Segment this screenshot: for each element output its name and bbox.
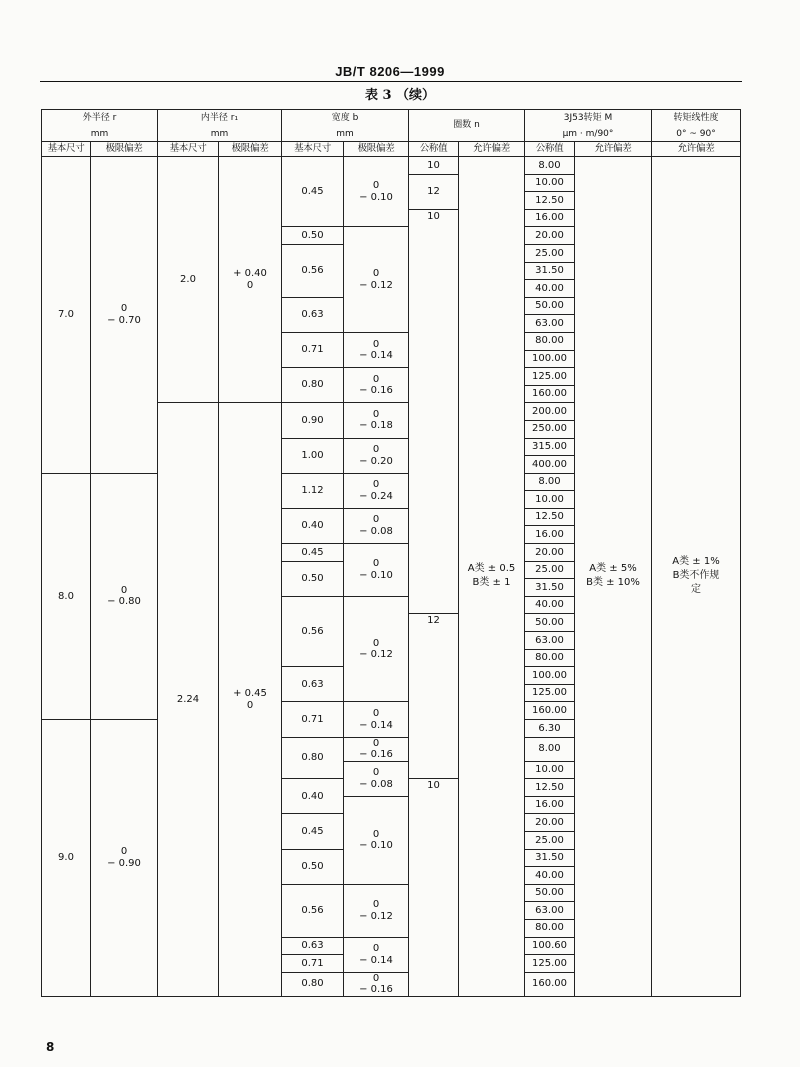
turns-nominal: 12 bbox=[409, 614, 459, 779]
torque-value: 40.00 bbox=[525, 596, 575, 614]
width-size: 0.80 bbox=[282, 972, 344, 996]
width-size: 1.00 bbox=[282, 438, 344, 473]
torque-value: 16.00 bbox=[525, 209, 575, 227]
subheader-allowed-dev: 允许偏差 bbox=[575, 142, 652, 157]
torque-value: 63.00 bbox=[525, 315, 575, 333]
torque-tolerance: A类 ± 5% B类 ± 10% bbox=[575, 157, 652, 997]
width-dev: 0 − 0.18 bbox=[344, 403, 409, 438]
table-caption: 表 3 （续） bbox=[364, 88, 436, 103]
width-dev: 0 − 0.08 bbox=[344, 508, 409, 543]
linearity-range: 0° ~ 90° bbox=[652, 127, 741, 142]
outer-size: 7.0 bbox=[42, 157, 91, 474]
turns-header: 圈数 n bbox=[409, 110, 525, 142]
width-size: 0.71 bbox=[282, 955, 344, 973]
width-size: 0.45 bbox=[282, 814, 344, 849]
outer-dev: 0 − 0.80 bbox=[91, 473, 158, 719]
torque-value: 400.00 bbox=[525, 456, 575, 474]
width-size: 0.63 bbox=[282, 297, 344, 332]
subheader-nominal: 公称值 bbox=[525, 142, 575, 157]
torque-value: 100.00 bbox=[525, 667, 575, 685]
inner-radius-unit: mm bbox=[158, 127, 282, 142]
width-dev: 0 − 0.12 bbox=[344, 596, 409, 702]
torque-unit: μm · m/90° bbox=[525, 127, 652, 142]
torque-value: 40.00 bbox=[525, 867, 575, 885]
torque-value: 160.00 bbox=[525, 385, 575, 403]
torque-value: 50.00 bbox=[525, 614, 575, 632]
turns-nominal: 12 bbox=[409, 174, 459, 209]
inner-dev: + 0.40 0 bbox=[219, 157, 282, 403]
outer-radius-header: 外半径 r bbox=[42, 110, 158, 127]
subheader-basic-size: 基本尺寸 bbox=[282, 142, 344, 157]
subheader-basic-size: 基本尺寸 bbox=[42, 142, 91, 157]
inner-size: 2.24 bbox=[158, 403, 219, 996]
spring-spec-table bbox=[41, 109, 741, 997]
width-dev: 0 − 0.16 bbox=[344, 737, 409, 761]
subheader-basic-size: 基本尺寸 bbox=[158, 142, 219, 157]
width-dev: 0 − 0.16 bbox=[344, 972, 409, 996]
torque-value: 25.00 bbox=[525, 831, 575, 849]
inner-radius-header: 内半径 r₁ bbox=[158, 110, 282, 127]
torque-value: 80.00 bbox=[525, 919, 575, 937]
width-header: 宽度 b bbox=[282, 110, 409, 127]
linearity-header: 转矩线性度 bbox=[652, 110, 741, 127]
torque-value: 63.00 bbox=[525, 902, 575, 920]
subheader-allowed-dev: 允许偏差 bbox=[652, 142, 741, 157]
torque-value: 20.00 bbox=[525, 814, 575, 832]
width-size: 0.63 bbox=[282, 667, 344, 702]
width-size: 0.71 bbox=[282, 702, 344, 737]
turns-nominal: 10 bbox=[409, 209, 459, 614]
width-size: 0.80 bbox=[282, 368, 344, 403]
width-size: 0.50 bbox=[282, 227, 344, 245]
width-size: 0.90 bbox=[282, 403, 344, 438]
torque-value: 125.00 bbox=[525, 368, 575, 386]
torque-value: 200.00 bbox=[525, 403, 575, 421]
torque-value: 31.50 bbox=[525, 262, 575, 280]
width-size: 0.56 bbox=[282, 244, 344, 297]
width-size: 0.50 bbox=[282, 561, 344, 596]
turns-tolerance: A类 ± 0.5 B类 ± 1 bbox=[459, 157, 525, 997]
width-size: 0.80 bbox=[282, 737, 344, 779]
inner-dev: + 0.45 0 bbox=[219, 403, 282, 996]
torque-value: 125.00 bbox=[525, 684, 575, 702]
width-dev: 0 − 0.12 bbox=[344, 227, 409, 333]
torque-value: 160.00 bbox=[525, 702, 575, 720]
width-dev: 0 − 0.10 bbox=[344, 544, 409, 597]
torque-value: 40.00 bbox=[525, 280, 575, 298]
width-size: 1.12 bbox=[282, 473, 344, 508]
inner-size: 2.0 bbox=[158, 157, 219, 403]
torque-value: 12.50 bbox=[525, 192, 575, 210]
outer-size: 8.0 bbox=[42, 473, 91, 719]
width-dev: 0 − 0.16 bbox=[344, 368, 409, 403]
width-size: 0.71 bbox=[282, 332, 344, 367]
torque-value: 20.00 bbox=[525, 227, 575, 245]
header-rule bbox=[40, 81, 742, 82]
turns-nominal: 10 bbox=[409, 779, 459, 997]
width-size: 0.56 bbox=[282, 596, 344, 666]
torque-value: 10.00 bbox=[525, 491, 575, 509]
width-size: 0.40 bbox=[282, 508, 344, 543]
torque-value: 250.00 bbox=[525, 420, 575, 438]
torque-value: 12.50 bbox=[525, 779, 575, 797]
width-dev: 0 − 0.14 bbox=[344, 702, 409, 737]
torque-header: 3J53转矩 M bbox=[525, 110, 652, 127]
torque-value: 315.00 bbox=[525, 438, 575, 456]
width-size: 0.63 bbox=[282, 937, 344, 955]
width-size: 0.45 bbox=[282, 157, 344, 227]
torque-value: 10.00 bbox=[525, 761, 575, 779]
width-dev: 0 − 0.14 bbox=[344, 332, 409, 367]
torque-value: 12.50 bbox=[525, 508, 575, 526]
torque-value: 16.00 bbox=[525, 526, 575, 544]
torque-value: 25.00 bbox=[525, 561, 575, 579]
torque-value: 50.00 bbox=[525, 884, 575, 902]
width-size: 0.45 bbox=[282, 544, 344, 562]
torque-value: 8.00 bbox=[525, 737, 575, 761]
torque-value: 100.60 bbox=[525, 937, 575, 955]
torque-value: 10.00 bbox=[525, 174, 575, 192]
torque-value: 31.50 bbox=[525, 849, 575, 867]
turns-nominal: 10 bbox=[409, 157, 459, 175]
torque-value: 20.00 bbox=[525, 544, 575, 562]
torque-value: 160.00 bbox=[525, 972, 575, 996]
outer-dev: 0 − 0.70 bbox=[91, 157, 158, 474]
outer-radius-unit: mm bbox=[42, 127, 158, 142]
standard-number: JB/T 8206—1999 bbox=[335, 64, 445, 79]
subheader-allowed-dev: 允许偏差 bbox=[459, 142, 525, 157]
torque-value: 63.00 bbox=[525, 632, 575, 650]
subheader-limit-dev: 极限偏差 bbox=[91, 142, 158, 157]
subheader-limit-dev: 极限偏差 bbox=[344, 142, 409, 157]
torque-value: 6.30 bbox=[525, 720, 575, 738]
torque-value: 25.00 bbox=[525, 244, 575, 262]
width-unit: mm bbox=[282, 127, 409, 142]
torque-value: 125.00 bbox=[525, 955, 575, 973]
torque-value: 100.00 bbox=[525, 350, 575, 368]
width-dev: 0 − 0.20 bbox=[344, 438, 409, 473]
width-dev: 0 − 0.10 bbox=[344, 157, 409, 227]
linearity-tolerance: A类 ± 1% B类不作规 定 bbox=[652, 157, 741, 997]
width-dev: 0 − 0.12 bbox=[344, 884, 409, 937]
width-size: 0.56 bbox=[282, 884, 344, 937]
outer-dev: 0 − 0.90 bbox=[91, 720, 158, 997]
subheader-nominal: 公称值 bbox=[409, 142, 459, 157]
width-size: 0.40 bbox=[282, 779, 344, 814]
torque-value: 80.00 bbox=[525, 332, 575, 350]
subheader-limit-dev: 极限偏差 bbox=[219, 142, 282, 157]
width-dev: 0 − 0.14 bbox=[344, 937, 409, 972]
torque-value: 16.00 bbox=[525, 796, 575, 814]
width-dev: 0 − 0.08 bbox=[344, 761, 409, 796]
width-dev: 0 − 0.10 bbox=[344, 796, 409, 884]
torque-value: 8.00 bbox=[525, 157, 575, 175]
torque-value: 31.50 bbox=[525, 579, 575, 597]
width-dev: 0 − 0.24 bbox=[344, 473, 409, 508]
torque-value: 80.00 bbox=[525, 649, 575, 667]
width-size: 0.50 bbox=[282, 849, 344, 884]
torque-value: 50.00 bbox=[525, 297, 575, 315]
outer-size: 9.0 bbox=[42, 720, 91, 997]
torque-value: 8.00 bbox=[525, 473, 575, 491]
page-number: 8 bbox=[46, 1040, 55, 1054]
